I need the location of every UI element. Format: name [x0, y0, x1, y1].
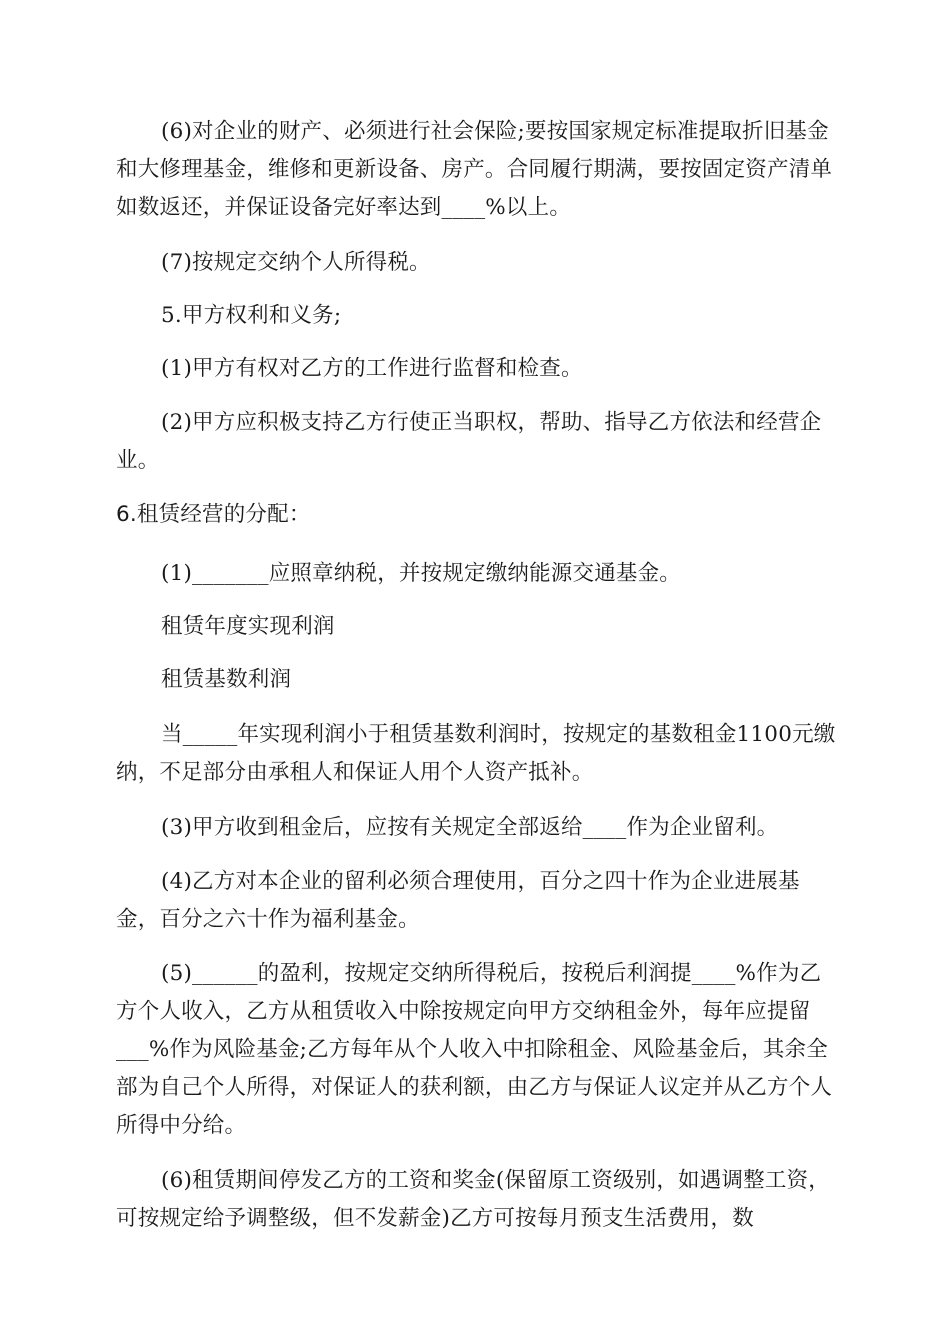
section-heading-distribution: 6.租赁经营的分配： [116, 502, 311, 527]
paragraph-support: (2)甲方应积极支持乙方行使正当职权，帮助、指导乙方依法和经营企业。 [116, 410, 822, 473]
label-base-profit: 租赁基数利润 [161, 667, 292, 692]
paragraph-asset-insurance: (6)对企业的财产、必须进行社会保险;要按国家规定标准提取折旧基金和大修理基金，维修和更新设备、房产。合同履行期满，要按固定资产清单如数返还，并保证设备完好率达到____%以上。 [116, 119, 833, 220]
paragraph-base-rent: 当_____年实现利润小于租赁基数利润时，按规定的基数租金1100元缴纳，不足部分由承租人和保证人用个人资产抵补。 [116, 722, 836, 785]
paragraph-income-tax: (7)按规定交纳个人所得税。 [161, 250, 431, 275]
paragraph-salary-suspension: (6)租赁期间停发乙方的工资和奖金(保留原工资级别，如遇调整工资，可按规定给予调整级，但不发薪金)乙方可按每月预支生活费用，数 [116, 1168, 830, 1231]
label-annual-profit: 租赁年度实现利润 [161, 614, 335, 639]
section-heading-party-a-rights: 5.甲方权利和义务; [161, 303, 342, 328]
paragraph-retained-profit: (4)乙方对本企业的留利必须合理使用，百分之四十作为企业进展基金，百分之六十作为福利基金。 [116, 869, 800, 932]
paragraph-tax-payment: (1)_______应照章纳税，并按规定缴纳能源交通基金。 [161, 561, 682, 586]
paragraph-profit-distribution: (5)______的盈利，按规定交纳所得税后，按税后利润提____%作为乙方个人收入，乙方从租赁收入中除按规定向甲方交纳租金外，每年应提留___%作为风险基金;乙方每年从个人收入中扣除租金、风险基金后，其余全部为自己个人所得，对保证人的获利额，由乙方与保证人议定并从乙方个人所得中分给。 [116, 961, 833, 1138]
paragraph-rent-return: (3)甲方收到租金后，应按有关规定全部返给____作为企业留利。 [161, 815, 779, 840]
paragraph-supervision: (1)甲方有权对乙方的工作进行监督和检查。 [161, 356, 583, 381]
